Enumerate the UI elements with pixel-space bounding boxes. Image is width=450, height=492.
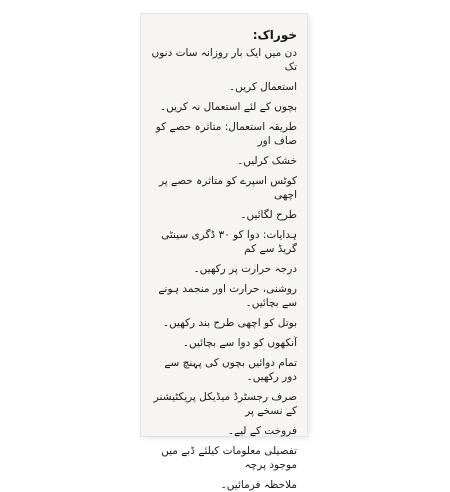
instruction-list bbox=[149, 46, 297, 492]
instruction-line: تفصیلی معلومات کیلئے ڈبے میں موجود پرچہ bbox=[161, 445, 297, 471]
instruction-line: کوٹس اسپرے کو متاثرہ حصے پر اچھی bbox=[159, 175, 297, 201]
instruction-leaflet bbox=[141, 14, 307, 491]
instruction-line: ملاحظہ فرمائیں۔ bbox=[220, 479, 297, 491]
instruction-line: بچوں کے لئے استعمال نہ کریں۔ bbox=[160, 101, 297, 113]
instruction-line: بوتل کو اچھی طرح بند رکھیں۔ bbox=[162, 317, 297, 329]
instruction-line: طرح لگائیں۔ bbox=[240, 209, 297, 221]
instruction-line: درجہ حرارت پر رکھیں۔ bbox=[193, 263, 297, 275]
instruction-line: استعمال کریں۔ bbox=[228, 81, 297, 93]
instruction-line: روشنی، حرارت اور منجمد ہونے سے بچائیں۔ bbox=[158, 283, 297, 309]
instruction-line: طریقہ استعمال: متاثرہ حصے کو صاف اور bbox=[155, 121, 297, 147]
instruction-line: ہدایات: دوا کو ۳۰ ڈگری سینٹی گریڈ سے کم bbox=[161, 229, 297, 255]
instruction-line: دن میں ایک بار روزانہ سات دنوں تک bbox=[151, 47, 297, 73]
instruction-line: خشک کرلیں۔ bbox=[237, 155, 297, 167]
instruction-line: آنکھوں کو دوا سے بچائیں۔ bbox=[182, 337, 297, 349]
instruction-line: تمام دوائیں بچوں کی پہنچ سے دور رکھیں۔ bbox=[164, 357, 297, 383]
instruction-line: فروخت کے لیے۔ bbox=[227, 425, 297, 437]
dosage-heading: خوراک: bbox=[252, 28, 297, 42]
instruction-line: صرف رجسٹرڈ میڈیکل پریکٹیشنر کے نسخے پر bbox=[153, 391, 297, 417]
